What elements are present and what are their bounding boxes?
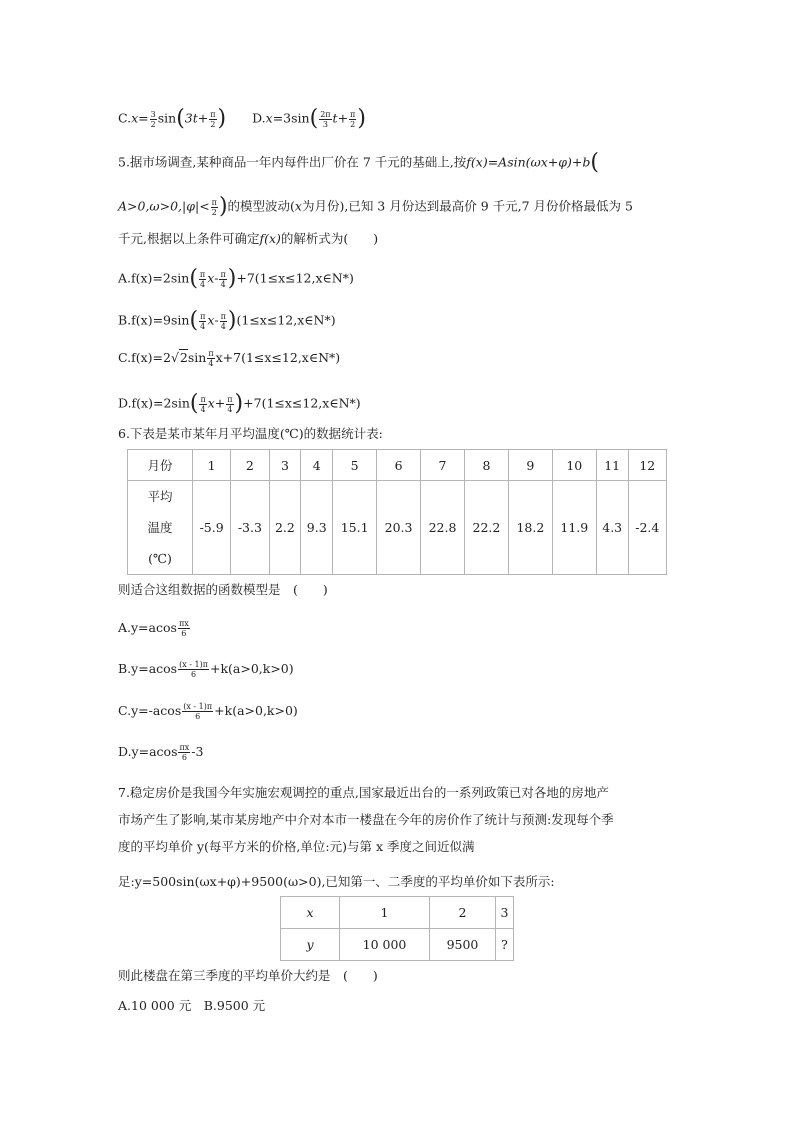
frac-num: π bbox=[199, 269, 206, 279]
frac-den: 3 bbox=[322, 119, 328, 129]
frac-den: 4 bbox=[200, 404, 206, 414]
frac-num: πx bbox=[179, 743, 190, 752]
eq: = bbox=[138, 110, 149, 126]
option-text: B.f(x)=9sin bbox=[118, 312, 190, 328]
right-paren: ) bbox=[218, 194, 228, 219]
table-cell: 9.3 bbox=[301, 481, 333, 575]
frac-num: (x - 1)π bbox=[179, 660, 208, 669]
var-x: x bbox=[131, 110, 139, 126]
table-cell: 1 bbox=[193, 450, 231, 481]
frac-pi-4 bbox=[199, 312, 206, 331]
q7-line4: 足:y=500sin(ωx+φ)+9500(ω>0),已知第一、二季度的平均单价如下表所示: bbox=[118, 874, 555, 889]
table-cell: -3.3 bbox=[231, 481, 269, 575]
sqrt-value: 2 bbox=[179, 350, 188, 365]
q5-text: 的解析式为( ) bbox=[280, 231, 379, 246]
frac bbox=[178, 743, 190, 762]
right-paren: ) bbox=[217, 106, 227, 131]
q5-text: 5.据市场调查,某种商品一年内每件出厂价在 7 千元的基础上,按 bbox=[118, 154, 467, 170]
left-paren: ( bbox=[176, 106, 185, 131]
row-label-line: 温度 bbox=[147, 520, 173, 535]
q5-text: 的模型波动( bbox=[227, 198, 295, 214]
frac-den: 4 bbox=[208, 359, 214, 368]
q6-option-b[interactable] bbox=[118, 659, 294, 679]
table-cell: 22.2 bbox=[464, 481, 508, 575]
option-text: +k(a>0,k>0) bbox=[209, 661, 294, 676]
frac-den: 4 bbox=[220, 321, 226, 331]
frac-den: 4 bbox=[200, 279, 206, 289]
table-cell: ? bbox=[495, 929, 513, 961]
option-c-label: C. bbox=[118, 110, 132, 126]
table-cell: 15.1 bbox=[333, 481, 377, 575]
table-cell: 7 bbox=[421, 450, 465, 481]
frac-den: 2 bbox=[211, 207, 217, 217]
q6-stem: 6.下表是某市某年月平均温度(℃)的数据统计表: bbox=[118, 426, 383, 441]
q7-line3: 度的平均单价 y(每平方米的价格,单位:元)与第 x 季度之间近似满 bbox=[118, 839, 475, 854]
frac-pi-2 bbox=[349, 110, 356, 129]
arg: t+ bbox=[332, 110, 349, 126]
q5-line3 bbox=[118, 229, 378, 249]
table-cell: 9500 bbox=[430, 929, 496, 961]
option-text: +7(1≤x≤12,x∈N*) bbox=[243, 395, 361, 411]
frac-den: 4 bbox=[227, 404, 233, 414]
option-text: (1≤x≤12,x∈N*) bbox=[236, 312, 336, 328]
q5-line1 bbox=[118, 152, 599, 174]
frac bbox=[178, 619, 190, 638]
op: - bbox=[214, 312, 219, 328]
q7-line1: 7.稳定房价是我国今年实施宏观调控的重点,国家最近出台的一系列政策已对各地的房地产 bbox=[118, 785, 609, 800]
table-cell: 10 bbox=[552, 450, 596, 481]
q5-option-b[interactable] bbox=[118, 310, 336, 332]
right-paren: ) bbox=[234, 391, 244, 416]
right-paren: ) bbox=[227, 266, 237, 291]
frac bbox=[178, 660, 209, 679]
table-cell: 4 bbox=[301, 450, 333, 481]
q5-text: 千元,根据以上条件可确定 bbox=[118, 231, 260, 246]
var-x: x bbox=[294, 198, 302, 214]
table-cell: 1 bbox=[340, 897, 430, 929]
q7-ask: 则此楼盘在第三季度的平均单价大约是 ( ) bbox=[118, 968, 378, 983]
table-header-x: x bbox=[306, 905, 314, 920]
frac-den: 2 bbox=[350, 119, 356, 129]
table-cell: 8 bbox=[464, 450, 508, 481]
q5-option-c[interactable] bbox=[118, 348, 340, 368]
left-paren: ( bbox=[189, 266, 198, 291]
frac-num: π bbox=[200, 311, 206, 321]
table-cell: 2 bbox=[430, 897, 496, 929]
temperature-table bbox=[127, 449, 667, 575]
frac-pi-4 bbox=[219, 270, 226, 289]
table-cell: 4.3 bbox=[596, 481, 628, 575]
option-text: +7(1≤x≤12,x∈N*) bbox=[236, 270, 354, 286]
left-paren: ( bbox=[590, 150, 599, 175]
prev-question-options bbox=[118, 108, 366, 130]
table-row bbox=[128, 450, 667, 481]
frac-den: 6 bbox=[195, 712, 201, 721]
op: - bbox=[214, 270, 219, 286]
table-cell: -2.4 bbox=[628, 481, 666, 575]
q6-option-c[interactable] bbox=[118, 701, 298, 721]
table-cell: 22.8 bbox=[421, 481, 465, 575]
q5-option-d[interactable] bbox=[118, 393, 361, 415]
price-table bbox=[280, 896, 514, 961]
option-text: D.f(x)=2sin bbox=[118, 395, 190, 411]
var-x: x bbox=[265, 110, 273, 126]
fx: f(x) bbox=[259, 231, 281, 246]
frac-num: π bbox=[208, 349, 214, 358]
frac-2pi-3 bbox=[319, 110, 331, 129]
table-cell: 10 000 bbox=[340, 929, 430, 961]
frac-pi-4 bbox=[207, 349, 214, 368]
table-cell: 20.3 bbox=[377, 481, 421, 575]
option-text: A.f(x)=2sin bbox=[118, 270, 190, 286]
option-text: +k(a>0,k>0) bbox=[214, 703, 298, 718]
frac-num: π bbox=[220, 311, 226, 321]
frac-den: 4 bbox=[220, 279, 226, 289]
left-paren: ( bbox=[189, 308, 199, 333]
table-row bbox=[281, 897, 514, 929]
left-paren: ( bbox=[189, 391, 199, 416]
frac-den: 2 bbox=[210, 119, 216, 129]
table-cell: 3 bbox=[269, 450, 301, 481]
q5-text: 为月份),已知 3 月份达到最高价 9 千元,7 月份价格最低为 5 bbox=[301, 198, 633, 214]
table-cell: 5 bbox=[333, 450, 377, 481]
table-cell: 11 bbox=[596, 450, 628, 481]
eq-sin: =3sin bbox=[272, 110, 310, 126]
frac-den: 6 bbox=[181, 629, 187, 638]
frac-num: π bbox=[227, 394, 233, 404]
table-header-label: 月份 bbox=[128, 450, 193, 481]
sqrt-icon: √ bbox=[170, 350, 179, 365]
func-sin: sin bbox=[157, 110, 177, 126]
frac-num: 2π bbox=[320, 109, 331, 119]
frac-num: πx bbox=[178, 619, 189, 628]
func-sin: sin bbox=[187, 350, 207, 365]
frac-pi-4 bbox=[199, 395, 206, 414]
table-cell: 12 bbox=[628, 450, 666, 481]
frac-pi-2 bbox=[209, 110, 216, 129]
option-text: C.f(x)=2 bbox=[118, 350, 171, 365]
frac-num: π bbox=[200, 394, 206, 404]
table-cell: 11.9 bbox=[552, 481, 596, 575]
frac-den: 6 bbox=[181, 753, 187, 762]
table-row-label bbox=[128, 481, 193, 575]
table-row bbox=[128, 481, 667, 575]
table-cell: 9 bbox=[508, 450, 552, 481]
q6-option-a[interactable] bbox=[118, 618, 191, 638]
frac-3-2 bbox=[150, 110, 157, 129]
table-cell: 18.2 bbox=[508, 481, 552, 575]
frac-num: π bbox=[210, 109, 216, 119]
table-cell: 2.2 bbox=[269, 481, 301, 575]
option-text: B.y=acos bbox=[118, 661, 178, 676]
frac-pi-4 bbox=[226, 395, 233, 414]
table-cell: 2 bbox=[231, 450, 269, 481]
q5-condition: A>0,ω>0,|φ|< bbox=[118, 198, 210, 214]
frac-num: (x - 1)π bbox=[183, 702, 213, 711]
q5-line2 bbox=[118, 196, 633, 218]
left-paren: ( bbox=[309, 106, 319, 131]
option-text: A.y=acos bbox=[118, 620, 177, 635]
frac-num: π bbox=[350, 109, 356, 119]
var-x: x bbox=[207, 395, 215, 411]
var-x: x bbox=[207, 270, 215, 286]
q5-formula: f(x)=Asin(ωx+φ)+b bbox=[466, 154, 591, 170]
op: + bbox=[214, 395, 226, 411]
frac-num: π bbox=[211, 197, 217, 207]
frac-den: 6 bbox=[190, 670, 197, 679]
table-cell: 3 bbox=[495, 897, 513, 929]
table-cell: 6 bbox=[377, 450, 421, 481]
right-paren: ) bbox=[357, 106, 366, 131]
q7-line2: 市场产生了影响,某市某房地产中介对本市一楼盘在今年的房价作了统计与预测:发现每个季 bbox=[118, 812, 614, 827]
option-text: D.y=acos bbox=[118, 744, 178, 759]
q5-option-a[interactable] bbox=[118, 268, 354, 290]
frac-den: 2 bbox=[150, 119, 156, 129]
option-text: -3 bbox=[191, 744, 204, 759]
arg: 3t+ bbox=[184, 110, 209, 126]
frac-pi-2 bbox=[211, 198, 218, 217]
q6-option-d[interactable] bbox=[118, 742, 203, 762]
frac-pi-4 bbox=[220, 312, 227, 331]
q7-options[interactable]: A.10 000 元 B.9500 元 bbox=[118, 998, 266, 1013]
table-row bbox=[281, 929, 514, 961]
frac-pi-4 bbox=[199, 270, 206, 289]
right-paren: ) bbox=[227, 308, 237, 333]
frac-num: 3 bbox=[150, 109, 156, 119]
q6-ask: 则适合这组数据的函数模型是 ( ) bbox=[118, 582, 328, 597]
option-text: C.y=-acos bbox=[118, 703, 182, 718]
table-cell: -5.9 bbox=[193, 481, 231, 575]
frac bbox=[182, 702, 213, 721]
option-text: x+7(1≤x≤12,x∈N*) bbox=[215, 350, 341, 365]
option-d-label: D. bbox=[252, 110, 266, 126]
table-header-y: y bbox=[306, 937, 314, 952]
frac-num: π bbox=[220, 269, 226, 279]
frac-den: 4 bbox=[200, 321, 206, 331]
var-x: x bbox=[207, 312, 215, 328]
row-label-line: (℃) bbox=[148, 551, 172, 566]
row-label-line: 平均 bbox=[147, 489, 173, 504]
